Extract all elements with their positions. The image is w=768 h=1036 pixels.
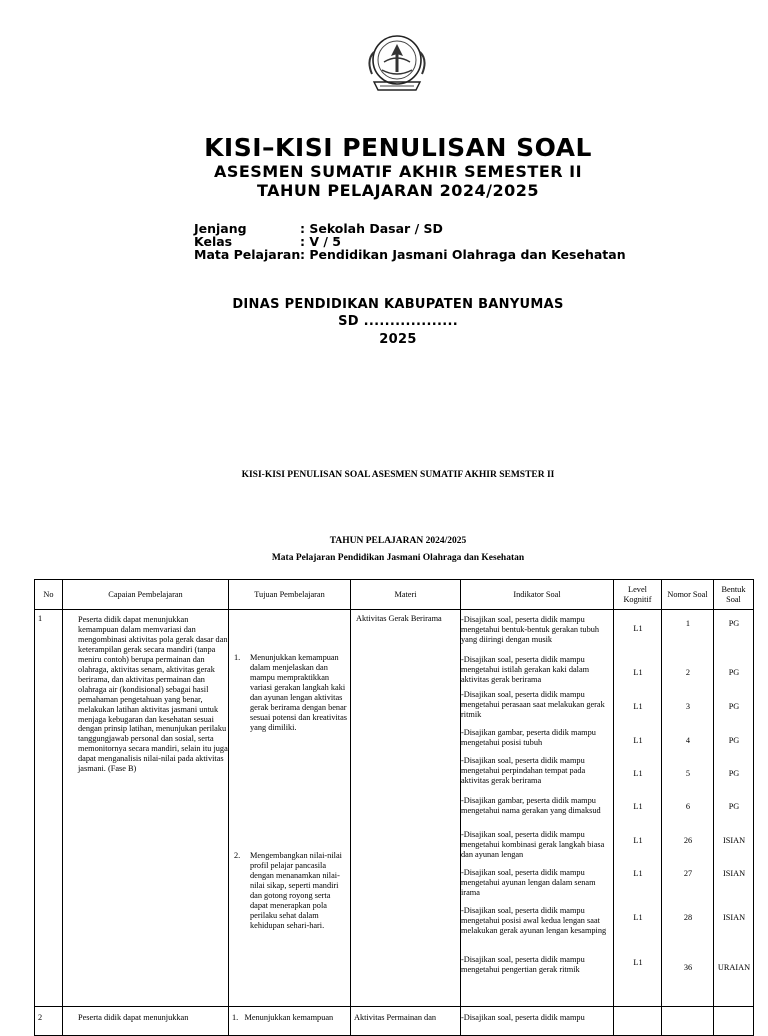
bentuk-wrap <box>714 610 753 1002</box>
cell-no: 2 <box>35 1007 63 1036</box>
nomor-value: 2 <box>685 668 691 677</box>
level-value: L1 <box>633 836 643 845</box>
materi-wrap <box>354 610 457 1002</box>
cell-cp <box>63 610 229 1007</box>
cell-nomor <box>662 610 714 1007</box>
nomor-value: 1 <box>685 619 691 628</box>
header-cp: Capaian Pembelajaran <box>63 580 229 610</box>
cell-bentuk <box>714 1007 754 1036</box>
capaian-text: Peserta didik dapat menunjukkan kemampuan dalam memvariasi dan mengombinasi aktivitas pola gerak dasar dan keterampilan gerak secara mandiri (tanpa meniru contoh) berupa permainan dan olahraga, aktivitas senam, aktivitas gerak berirama, dan aktivitas permainan dan olahraga air (kondisional) sebagai hasil pemahaman pengetahuan yang benar, melakukan latihan aktivitas jasmani untuk menjaga kebugaran dan kesehatan sesuai dengan prinsip latihan, menunjukan perilaku tanggungjawab personal dan sosial, serta memonitornya secara mandiri, selain itu juga dapat menganalisis nilai-nilai pada aktivitas jasmani. (Fase B) <box>78 615 228 774</box>
nomor-value: 5 <box>685 769 691 778</box>
bentuk-value: PG <box>728 802 740 811</box>
nomor-value: 4 <box>685 736 691 745</box>
level-wrap <box>614 610 661 1002</box>
nomor-value: 27 <box>683 869 693 878</box>
regency-emblem-logo <box>362 30 432 96</box>
info-label: Mata Pelajaran <box>194 247 301 262</box>
header-bentuk: Bentuk Soal <box>714 580 754 610</box>
table-header-row <box>35 580 754 610</box>
academic-year: TAHUN PELAJARAN 2024/2025 <box>256 181 540 200</box>
info-value: : V / 5 <box>300 234 341 249</box>
nomor-value: 26 <box>683 836 693 845</box>
info-value: : Sekolah Dasar / SD <box>300 221 443 236</box>
cell-level <box>614 1007 662 1036</box>
header-level: Level Kognitif <box>614 580 662 610</box>
cp-wrap <box>66 610 228 1002</box>
level-value: L1 <box>633 913 643 922</box>
table-subject: Mata Pelajaran Pendidikan Jasmani Olahraga dan Kesehatan <box>271 553 525 563</box>
nomor-value: 36 <box>683 963 693 972</box>
nomor-value: 6 <box>685 802 691 811</box>
kisi-kisi-table <box>34 579 754 1036</box>
header-tp: Tujuan Pembelajaran <box>229 580 351 610</box>
cover-year: 2025 <box>379 332 417 347</box>
table-heading: KISI-KISI PENULISAN SOAL ASESMEN SUMATIF AKHIR SEMSTER II <box>241 470 555 480</box>
cell-indikator: -Disajikan soal, peserta didik mampu <box>461 1007 614 1036</box>
level-value: L1 <box>633 869 643 878</box>
table-row <box>35 610 754 1007</box>
tp-number: 2. <box>234 851 241 860</box>
indikator-item: -Disajikan soal, peserta didik mampu mengetahui perpindahan tempat pada aktivitas gerak berirama <box>461 756 586 785</box>
header-nomor: Nomor Soal <box>662 580 714 610</box>
materi-text: Aktivitas Gerak Berirama <box>356 614 442 623</box>
level-value: L1 <box>633 668 643 677</box>
level-value: L1 <box>633 736 643 745</box>
bentuk-value: ISIAN <box>722 869 746 878</box>
level-value: L1 <box>633 702 643 711</box>
cell-bentuk <box>714 610 754 1007</box>
tp-wrap <box>232 610 347 1002</box>
table-year: TAHUN PELAJARAN 2024/2025 <box>329 536 467 546</box>
cell-tp <box>229 610 351 1007</box>
bentuk-value: PG <box>728 668 740 677</box>
cell-no <box>35 610 63 1007</box>
indikator-item: -Disajikan soal, peserta didik mampu mengetahui kombinasi gerak langkah biasa dan ayunan lengan <box>461 830 605 859</box>
bentuk-value: PG <box>728 619 740 628</box>
nomor-value: 28 <box>683 913 693 922</box>
info-label: Kelas <box>194 234 233 249</box>
bentuk-value: PG <box>728 769 740 778</box>
bentuk-value: ISIAN <box>722 836 746 845</box>
indikator-item: -Disajikan soal, peserta didik mampu mengetahui bentuk-bentuk gerakan tubuh yang diiringi dengan musik <box>461 615 600 644</box>
level-value: L1 <box>633 802 643 811</box>
level-value: L1 <box>633 958 643 967</box>
document-subtitle: ASESMEN SUMATIF AKHIR SEMESTER II <box>213 162 583 181</box>
info-value: : Pendidikan Jasmani Olahraga dan Kesehatan <box>300 247 626 262</box>
cell-cp: Peserta didik dapat menunjukkan <box>63 1007 229 1036</box>
cell-indikator <box>461 610 614 1007</box>
tujuan-text: Menunjukkan kemampuan <box>244 1013 334 1022</box>
level-value: L1 <box>633 769 643 778</box>
cell-materi <box>351 610 461 1007</box>
indikator-item: -Disajikan soal, peserta didik mampu mengetahui perasaan saat melakukan gerak ritmik <box>461 690 605 719</box>
nomor-wrap <box>662 610 713 1002</box>
nomor-value: 3 <box>685 702 691 711</box>
indikator-wrap <box>461 610 613 1002</box>
tujuan-text: Mengembangkan nilai-nilai profil pelajar pancasila dengan menanamkan nilai-nilai sikap, seperti mandiri dan gotong royong serta dapat menerapkan pola perilaku sehat dalam kehidupan sehari-hari. <box>250 851 342 930</box>
indikator-item: -Disajikan soal, peserta didik mampu mengetahui istilah gerakan kaki dalam aktivitas gerak berirama <box>461 655 590 684</box>
indikator-item: -Disajikan soal, peserta didik mampu mengetahui ayunan lengan dalam senam irama <box>461 868 596 897</box>
table-row <box>35 1007 754 1036</box>
tp-number: 1. <box>234 653 241 662</box>
level-value: L1 <box>633 624 643 633</box>
tujuan-text: Menunjukkan kemampuan dalam menjelaskan dan mampu mempraktikkan variasi gerakan langkah kaki dan ayunan lengan aktivitas gerak berirama dengan benar sesuai potensi dan kreativitas yang dimiliki. <box>250 653 348 732</box>
cell-level <box>614 610 662 1007</box>
cell-materi: Aktivitas Permainan dan <box>351 1007 461 1036</box>
info-label: Jenjang <box>194 221 247 236</box>
bentuk-value: URAIAN <box>717 963 751 972</box>
cell-nomor <box>662 1007 714 1036</box>
indikator-item: -Disajikan soal, peserta didik mampu mengetahui posisi awal kedua lengan saat melakukan gerak ayunan lengan kesamping <box>461 906 607 935</box>
document-title: KISI–KISI PENULISAN SOAL <box>204 133 592 162</box>
indikator-item: -Disajikan gambar, peserta didik mampu mengetahui nama gerakan yang dimaksud <box>461 796 601 815</box>
header-materi: Materi <box>351 580 461 610</box>
organization-name: DINAS PENDIDIKAN KABUPATEN BANYUMAS <box>232 297 564 312</box>
indikator-item: -Disajikan soal, peserta didik mampu mengetahui pengertian gerak ritmik <box>461 955 585 974</box>
tp-number: 1. <box>232 1013 239 1022</box>
header-indikator: Indikator Soal <box>461 580 614 610</box>
bentuk-value: PG <box>728 702 740 711</box>
school-name: SD .................. <box>338 314 458 329</box>
bentuk-value: ISIAN <box>722 913 746 922</box>
bentuk-value: PG <box>728 736 740 745</box>
row-number: 1 <box>38 614 43 623</box>
header-no: No <box>35 580 63 610</box>
cell-tp <box>229 1007 351 1036</box>
info-row-mapel <box>194 247 626 262</box>
indikator-item: -Disajikan gambar, peserta didik mampu mengetahui posisi tubuh <box>461 728 596 747</box>
